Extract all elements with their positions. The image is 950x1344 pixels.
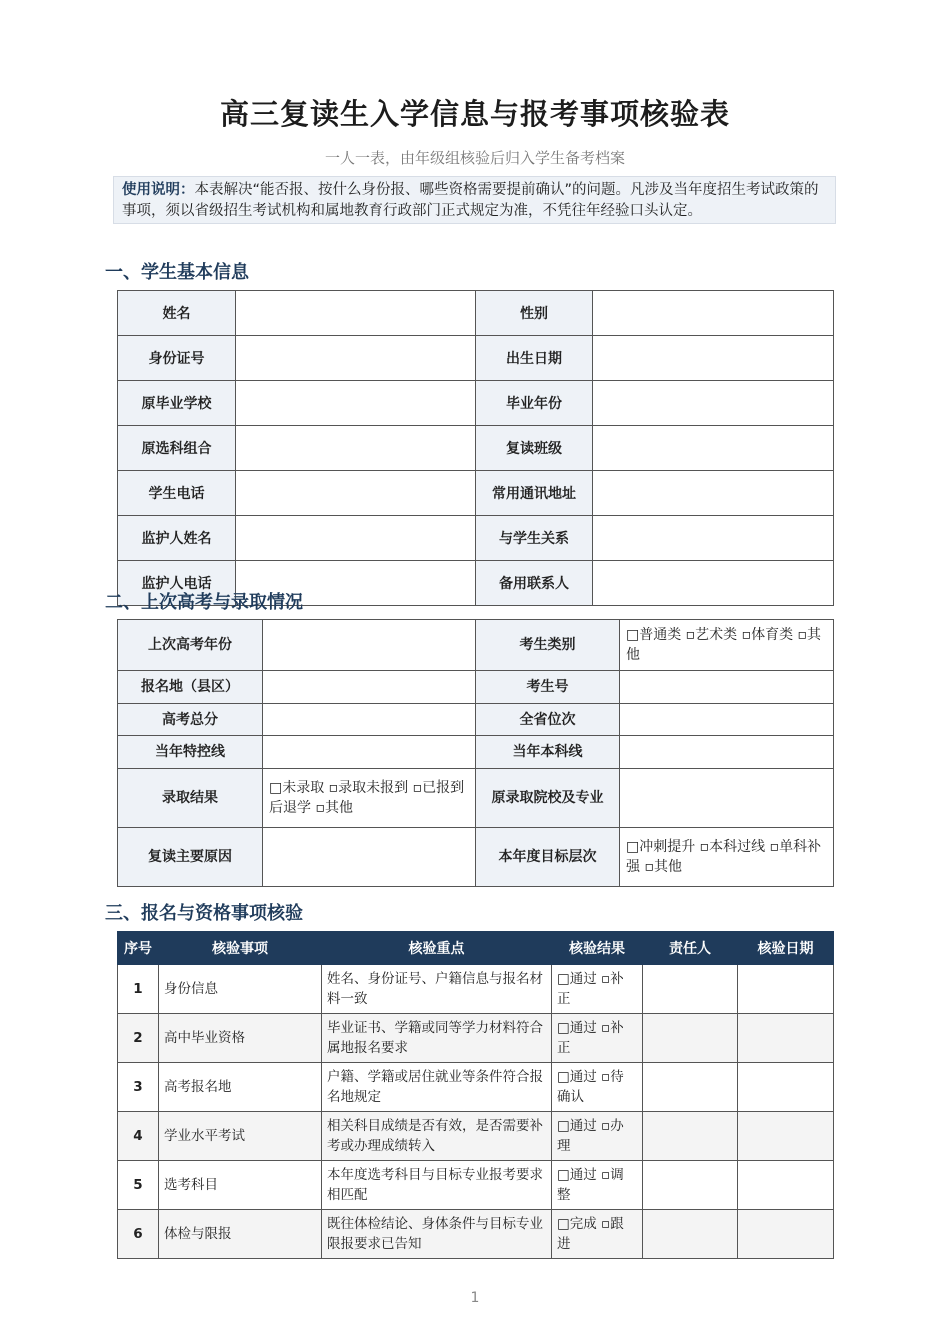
field-label: 监护人姓名 xyxy=(118,516,236,561)
table-row xyxy=(118,769,834,828)
field-label: 毕业年份 xyxy=(476,381,593,426)
field-label: 考生类别 xyxy=(476,620,620,671)
owner-field[interactable] xyxy=(643,1112,738,1161)
table-row xyxy=(118,1063,834,1112)
check-result-options[interactable]: □完成 ▫跟进 xyxy=(552,1210,643,1259)
field-value[interactable] xyxy=(263,671,476,704)
owner-field[interactable] xyxy=(643,1014,738,1063)
field-label: 全省位次 xyxy=(476,704,620,736)
usage-note-label: 使用说明： xyxy=(122,182,195,198)
field-value[interactable] xyxy=(593,381,834,426)
page-title: 高三复读生入学信息与报考事项核验表 xyxy=(219,97,730,131)
field-label: 考生号 xyxy=(476,671,620,704)
field-value[interactable] xyxy=(236,291,476,336)
field-value[interactable] xyxy=(236,336,476,381)
table-row xyxy=(118,828,834,887)
check-item: 体检与限报 xyxy=(159,1210,322,1259)
check-item: 选考科目 xyxy=(159,1161,322,1210)
check-item: 高中毕业资格 xyxy=(159,1014,322,1063)
date-field[interactable] xyxy=(738,1063,834,1112)
table-row xyxy=(118,620,834,671)
field-label: 报名地（县区） xyxy=(118,671,263,704)
field-value[interactable] xyxy=(236,516,476,561)
section-title-last-exam: 二、上次高考与录取情况 xyxy=(105,592,303,613)
check-item: 高考报名地 xyxy=(159,1063,322,1112)
field-label: 原毕业学校 xyxy=(118,381,236,426)
table-row xyxy=(118,516,834,561)
date-field[interactable] xyxy=(738,1014,834,1063)
table-row xyxy=(118,736,834,769)
field-label: 录取结果 xyxy=(118,769,263,828)
column-header-result: 核验结果 xyxy=(552,932,643,965)
candidate-category-options[interactable]: □普通类 ▫艺术类 ▫体育类 ▫其他 xyxy=(620,620,834,671)
table-row xyxy=(118,671,834,704)
row-number: 6 xyxy=(118,1210,159,1259)
field-value[interactable] xyxy=(620,736,834,769)
owner-field[interactable] xyxy=(643,965,738,1014)
check-result-options[interactable]: □通过 ▫办理 xyxy=(552,1112,643,1161)
check-focus: 既往体检结论、身体条件与目标专业限报要求已告知 xyxy=(322,1210,552,1259)
field-label: 与学生关系 xyxy=(476,516,593,561)
check-item: 学业水平考试 xyxy=(159,1112,322,1161)
field-label: 姓名 xyxy=(118,291,236,336)
field-label: 性别 xyxy=(476,291,593,336)
usage-note-text: 本表解决“能否报、按什么身份报、哪些资格需要提前确认”的问题。凡涉及当年度招生考试政策的事项，须以省级招生考试机构和属地教育行政部门正式规定为准，不凭往年经验口头认定。 xyxy=(122,182,819,219)
column-header-owner: 责任人 xyxy=(643,932,738,965)
field-label: 原录取院校及专业 xyxy=(476,769,620,828)
field-value[interactable] xyxy=(593,291,834,336)
field-value[interactable] xyxy=(620,769,834,828)
date-field[interactable] xyxy=(738,1161,834,1210)
field-value[interactable] xyxy=(263,704,476,736)
table-row xyxy=(118,1112,834,1161)
field-value[interactable] xyxy=(236,426,476,471)
column-header-item: 核验事项 xyxy=(159,932,322,965)
field-label: 监护人电话 xyxy=(118,561,236,606)
field-label: 复读班级 xyxy=(476,426,593,471)
field-value[interactable] xyxy=(263,620,476,671)
target-level-options[interactable]: □冲刺提升 ▫本科过线 ▫单科补强 ▫其他 xyxy=(620,828,834,887)
check-focus: 户籍、学籍或居住就业等条件符合报名地规定 xyxy=(322,1063,552,1112)
basic-info-table xyxy=(117,290,834,606)
field-value[interactable] xyxy=(620,704,834,736)
owner-field[interactable] xyxy=(643,1210,738,1259)
owner-field[interactable] xyxy=(643,1063,738,1112)
row-number: 4 xyxy=(118,1112,159,1161)
owner-field[interactable] xyxy=(643,1161,738,1210)
column-header-focus: 核验重点 xyxy=(322,932,552,965)
field-label: 当年本科线 xyxy=(476,736,620,769)
check-result-options[interactable]: □通过 ▫补正 xyxy=(552,1014,643,1063)
row-number: 3 xyxy=(118,1063,159,1112)
check-focus: 姓名、身份证号、户籍信息与报名材料一致 xyxy=(322,965,552,1014)
row-number: 5 xyxy=(118,1161,159,1210)
column-header-date: 核验日期 xyxy=(738,932,834,965)
table-row xyxy=(118,1014,834,1063)
field-value[interactable] xyxy=(593,561,834,606)
table-row xyxy=(118,704,834,736)
table-row xyxy=(118,471,834,516)
field-label: 常用通讯地址 xyxy=(476,471,593,516)
field-value[interactable] xyxy=(593,336,834,381)
field-label: 原选科组合 xyxy=(118,426,236,471)
check-result-options[interactable]: □通过 ▫补正 xyxy=(552,965,643,1014)
table-row xyxy=(118,291,834,336)
check-result-options[interactable]: □通过 ▫待确认 xyxy=(552,1063,643,1112)
date-field[interactable] xyxy=(738,965,834,1014)
field-label: 上次高考年份 xyxy=(118,620,263,671)
table-row xyxy=(118,336,834,381)
field-label: 备用联系人 xyxy=(476,561,593,606)
table-row xyxy=(118,1161,834,1210)
table-row xyxy=(118,1210,834,1259)
field-label: 学生电话 xyxy=(118,471,236,516)
section-title-basic-info: 一、学生基本信息 xyxy=(105,262,249,283)
field-label: 本年度目标层次 xyxy=(476,828,620,887)
row-number: 2 xyxy=(118,1014,159,1063)
column-header-no: 序号 xyxy=(118,932,159,965)
field-value[interactable] xyxy=(263,828,476,887)
row-number: 1 xyxy=(118,965,159,1014)
date-field[interactable] xyxy=(738,1112,834,1161)
check-focus: 相关科目成绩是否有效，是否需要补考或办理成绩转入 xyxy=(322,1112,552,1161)
check-focus: 本年度选考科目与目标专业报考要求相匹配 xyxy=(322,1161,552,1210)
date-field[interactable] xyxy=(738,1210,834,1259)
field-label: 出生日期 xyxy=(476,336,593,381)
field-label: 复读主要原因 xyxy=(118,828,263,887)
field-value[interactable] xyxy=(593,426,834,471)
table-row xyxy=(118,381,834,426)
check-focus: 毕业证书、学籍或同等学力材料符合属地报名要求 xyxy=(322,1014,552,1063)
page-number: 1 xyxy=(470,1290,480,1306)
page-subtitle: 一人一表，由年级组核验后归入学生备考档案 xyxy=(324,149,625,167)
check-item: 身份信息 xyxy=(159,965,322,1014)
field-value[interactable] xyxy=(263,736,476,769)
field-value[interactable] xyxy=(593,516,834,561)
table-row xyxy=(118,426,834,471)
field-value[interactable] xyxy=(236,381,476,426)
last-exam-table xyxy=(117,619,834,887)
field-value[interactable] xyxy=(620,671,834,704)
field-value[interactable] xyxy=(236,471,476,516)
eligibility-check-table xyxy=(117,931,834,1259)
table-header-row xyxy=(118,932,834,965)
field-value[interactable] xyxy=(593,471,834,516)
usage-note xyxy=(113,176,836,224)
field-label: 高考总分 xyxy=(118,704,263,736)
check-result-options[interactable]: □通过 ▫调整 xyxy=(552,1161,643,1210)
field-label: 身份证号 xyxy=(118,336,236,381)
table-row xyxy=(118,965,834,1014)
section-title-eligibility-check: 三、报名与资格事项核验 xyxy=(105,903,303,924)
admission-result-options[interactable]: □未录取 ▫录取未报到 ▫已报到后退学 ▫其他 xyxy=(263,769,476,828)
field-label: 当年特控线 xyxy=(118,736,263,769)
